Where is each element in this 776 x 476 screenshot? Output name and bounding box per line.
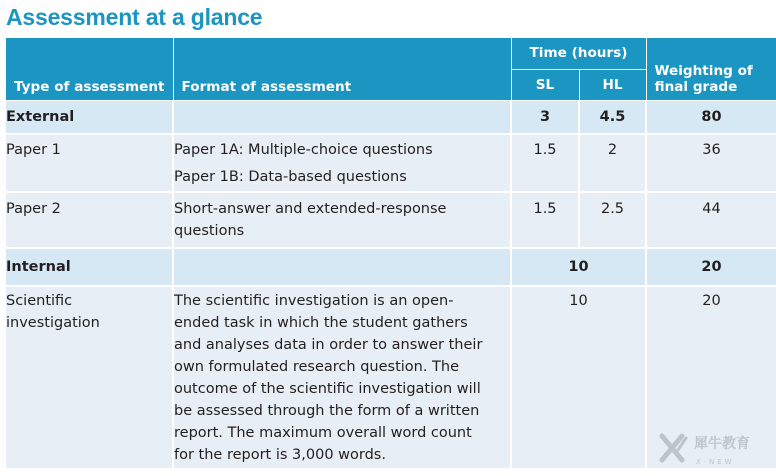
paper1-hl: 2 xyxy=(579,134,646,192)
header-weighting-line1: Weighting of xyxy=(655,63,776,79)
paper1-label: Paper 1 xyxy=(6,134,173,192)
header-format-of-assessment: Format of assessment xyxy=(173,38,511,100)
scientific-format: The scientific investigation is an open-ended task in which the student gathers and analyses data in order to answer their own formulated research question. The outcome of the scientific investigation will be assessed through the form of a written report. The maximum overall word count for the report is 3,000 words. xyxy=(173,286,511,469)
paper2-format: Short-answer and extended-response questions xyxy=(173,192,511,248)
paper1-format-b: Paper 1B: Data-based questions xyxy=(174,166,510,188)
scientific-weighting: 20 xyxy=(646,286,776,469)
external-label: External xyxy=(6,100,173,134)
table-row-paper-2 xyxy=(6,192,776,248)
header-weighting-line2: final grade xyxy=(655,79,776,95)
paper2-weighting: 44 xyxy=(646,192,776,248)
table-header xyxy=(6,38,776,100)
watermark-text: 犀牛教育 xyxy=(694,435,750,452)
scientific-time: 10 xyxy=(511,286,646,469)
watermark-subtext: X-NEW xyxy=(696,458,735,466)
internal-weighting: 20 xyxy=(646,248,776,286)
watermark-icon xyxy=(648,428,776,472)
watermark-logo xyxy=(648,428,776,472)
paper2-sl: 1.5 xyxy=(511,192,579,248)
paper1-sl: 1.5 xyxy=(511,134,579,192)
internal-format xyxy=(173,248,511,286)
internal-time: 10 xyxy=(511,248,646,286)
paper2-label: Paper 2 xyxy=(6,192,173,248)
page-title: Assessment at a glance xyxy=(6,4,262,31)
assessment-table xyxy=(6,38,776,470)
external-format xyxy=(173,100,511,134)
header-type-of-assessment: Type of assessment xyxy=(6,38,173,100)
scientific-label: Scientific investigation xyxy=(6,286,173,469)
paper1-weighting: 36 xyxy=(646,134,776,192)
paper1-format xyxy=(173,134,511,192)
paper1-format-a: Paper 1A: Multiple-choice questions xyxy=(174,139,510,161)
external-sl: 3 xyxy=(511,100,579,134)
header-weighting xyxy=(646,38,776,100)
paper2-hl: 2.5 xyxy=(579,192,646,248)
header-hl: HL xyxy=(579,69,646,100)
table-row-paper-1 xyxy=(6,134,776,192)
external-weighting: 80 xyxy=(646,100,776,134)
header-sl: SL xyxy=(511,69,579,100)
table-row-internal xyxy=(6,248,776,286)
table-row-external xyxy=(6,100,776,134)
header-time-hours: Time (hours) xyxy=(511,38,646,69)
internal-label: Internal xyxy=(6,248,173,286)
external-hl: 4.5 xyxy=(579,100,646,134)
